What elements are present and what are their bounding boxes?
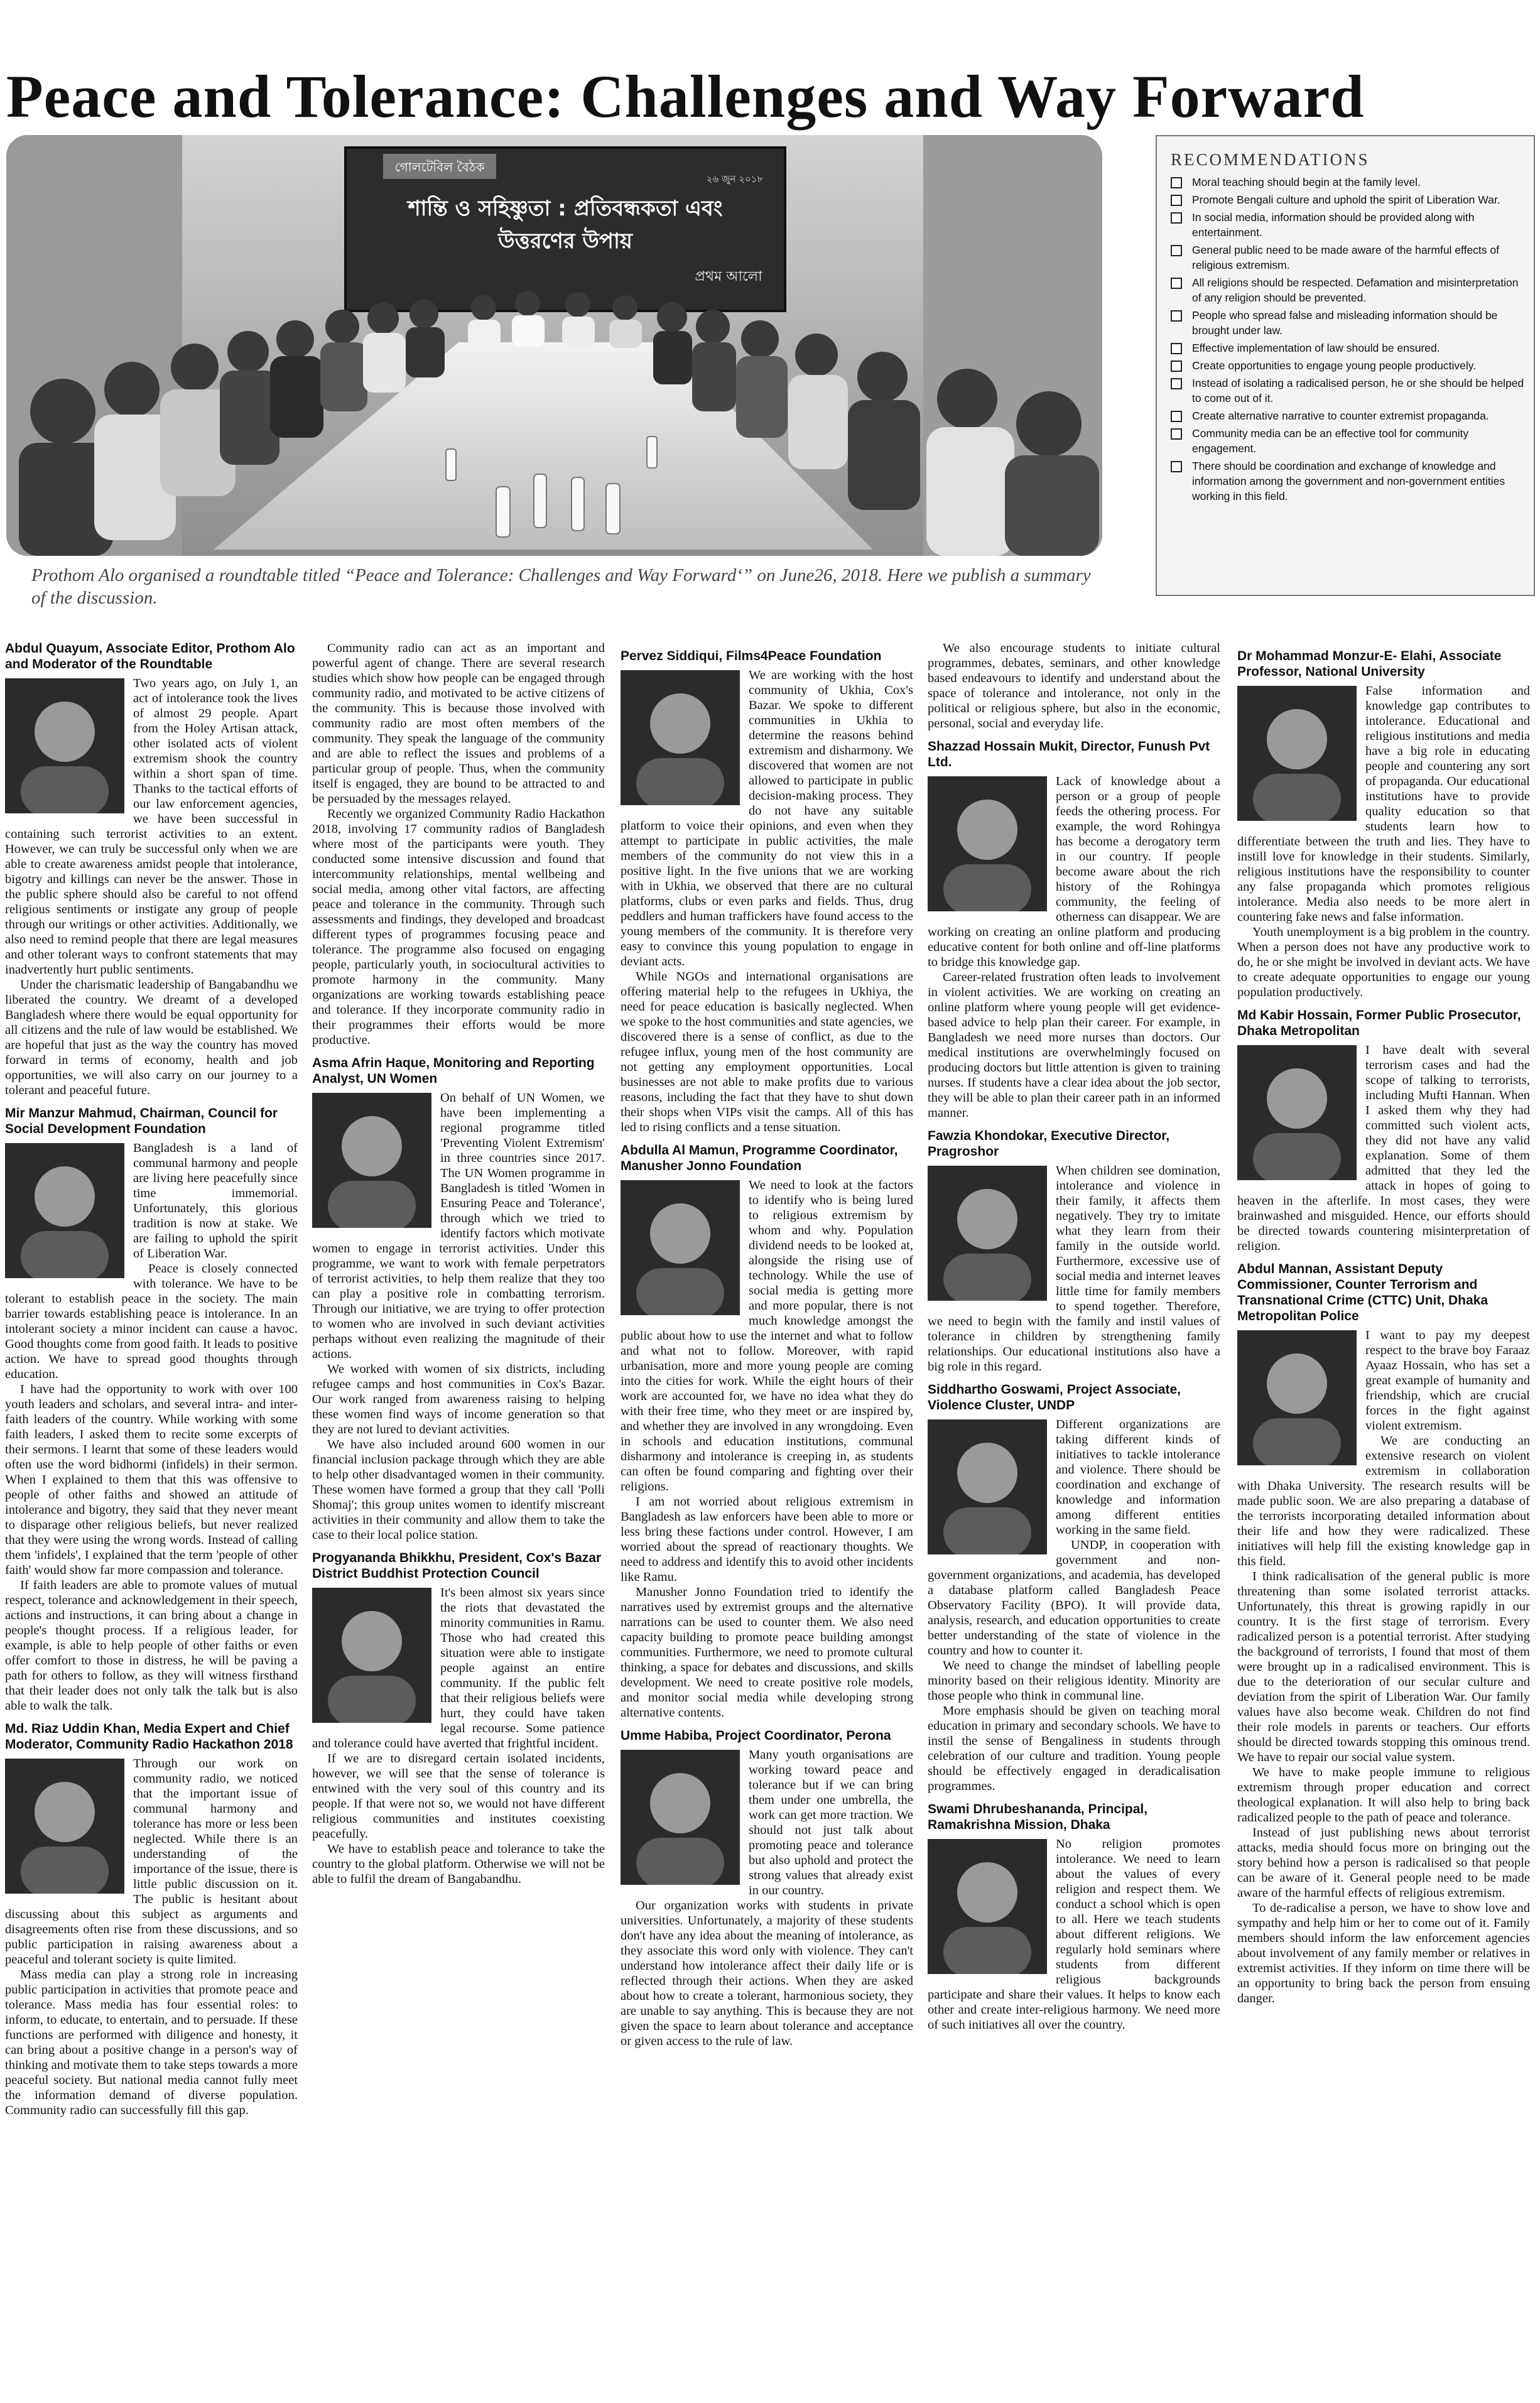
- banner-logo: প্রথম আলো: [695, 269, 762, 285]
- page-headline: Peace and Tolerance: Challenges and Way Forward: [6, 63, 1365, 131]
- speaker-portrait: [928, 776, 1047, 911]
- recommendation-item: Community media can be an effective tool for community engagement.: [1171, 426, 1526, 456]
- speaker-byline: Abdulla Al Mamun, Programme Coordinator, Manusher Jonno Foundation: [621, 1143, 898, 1173]
- speaker-paragraph: We have also included around 600 women in our financial inclusion package through which they are able to help other disadvantaged women in their community. These women have formed a group that they call 'Polli Shomaj'; this group unites women to identify miscreant activities in their community and allow them to take the case to their local police station.: [312, 1438, 605, 1542]
- speaker-paragraph: I have dealt with several terrorism cases and had the scope of talking to terrorists, including Mufti Hannan. When I asked them why they had committed such violent acts, they did not have any valid explanation. Some of them admitted that they led the attack in hopes of going to heaven in the afterlife. In most cases, they were brainwashed and misguided. Hence, our efforts should be directed towards countering misinterpretation of religion.: [1237, 1043, 1530, 1253]
- roundtable-scene: [6, 135, 1102, 556]
- checkbox-icon: [1171, 361, 1182, 372]
- speaker-paragraph: Our organization works with students in private universities. Unfortunately, a majority of these students don't have any idea about the meaning of intolerance, as they associate this word only with violence. They can't understand how intolerance affect their daily life or is reflected through their actions. When they are asked about how to create a tolerant, harmonious society, they are unable to say anything. This is because they are not given the space to learn about tolerance and acceptance or given access to the rule of law.: [621, 1899, 913, 2048]
- speaker-portrait: [5, 1143, 124, 1278]
- article-column-3: [621, 641, 913, 2387]
- recommendations-list: [1157, 175, 1534, 504]
- checkbox-icon: [1171, 378, 1182, 389]
- recommendation-item: In social media, information should be provided along with entertainment.: [1171, 210, 1526, 240]
- speaker-paragraph: While NGOs and international organisations are offering material help to the refugees in Ukhiya, the need for peace education is basically neglected. When we spoke to the host communities and state agencies, we discovered there is a sense of conflict, as due to the refugee influx, young men of the host community are not getting any employment opportunities. Local businesses are not able to make profits due to various reasons, including the fact that they have to shut down their shops when VIPs visit the camps. All of this has led to rising conflicts and a tense situation.: [621, 970, 913, 1134]
- checkbox-icon: [1171, 411, 1182, 422]
- recommendation-item: Create opportunities to engage young people productively.: [1171, 358, 1526, 373]
- speaker-paragraph: We need to change the mindset of labelling people minority based on their religious identity. Minority are those people who think in communal line.: [928, 1659, 1220, 1703]
- recommendation-item: Effective implementation of law should be ensured.: [1171, 340, 1526, 355]
- speaker-paragraph: False information and knowledge gap contributes to intolerance. Educational and religious institutions and media have a big role in educating people and countering any sort of propaganda. Our educational institutions have to provide quality education so that students learn how to differentiate between the truth and lies. They have to instill love for knowledge in their students. Similarly, religious institutions have the responsibility to counter any false propaganda which promotes religious intolerance. Media also needs to be more alert in countering fake news and false information.: [1237, 684, 1530, 924]
- speaker-byline: Swami Dhrubeshananda, Principal, Ramakrishna Mission, Dhaka: [928, 1802, 1148, 1832]
- speaker-portrait: [928, 1839, 1047, 1974]
- speaker-portrait: [1237, 1330, 1357, 1465]
- speaker-paragraph: Lack of knowledge about a person or a group of people feeds the othering process. For example, the word Rohingya has become a derogatory term in our country. If people become aware about the rich history of the Rohingya community, the feeling of otherness can disappear. We are working on creating an online platform and producing educative content for both online and off-line platforms to bridge this knowledge gap.: [928, 774, 1220, 969]
- checkbox-icon: [1171, 461, 1182, 472]
- checkbox-icon: [1171, 310, 1182, 322]
- speaker-paragraph: Youth unemployment is a big problem in the country. When a person does not have any productive work to do, he or she might be involved in deviant acts. We have to create adequate opportunities to engage our young population productively.: [1237, 925, 1530, 999]
- recommendation-item: Instead of isolating a radicalised person, he or she should be helped to come out of it.: [1171, 376, 1526, 406]
- speaker-paragraph: Instead of just publishing news about terrorist attacks, media should focus more on bringing out the story behind how a person is radicalised so that people can be aware of it. General people need to be made aware of the harmful effects of religious extremism.: [1237, 1826, 1530, 1900]
- speaker-paragraph: No religion promotes intolerance. We need to learn about the values of every religion and respect them. We conduct a school which is open to all. Here we teach students about different religions. We regularly hold seminars where students from different religious backgrounds participate and share their values. It helps to know each other and create inter-religious harmony. We need more of such initiatives all over the country.: [928, 1837, 1220, 2032]
- speaker-paragraph: We are working with the host community of Ukhia, Cox's Bazar. We spoke to different communities in Ukhia to determine the reasons behind extremism and disharmony. We discovered that women are not allowed to participate in public decision-making process. They do not have any suitable platform to voice their opinions, and even when they attempt to participate in public activities, the male members of the community do not view this in a positive light. In the five unions that we are working with in Ukhia, we observed that there are no cultural platforms, clubs or even parks and fields. Thus, drug peddlers and human traffickers have found access to the young members of the community. It is therefore very easy to convince this young population to engage in deviant acts.: [621, 668, 913, 968]
- recommendation-item: General public need to be made aware of the harmful effects of religious extremism.: [1171, 242, 1526, 273]
- speaker-paragraph: To de-radicalise a person, we have to show love and sympathy and help him or her to come out of it. Family members should inform the law enforcement agencies about involvement of any family member or relatives in extremist activities. If they inform on time there will be an opportunity to bring back the person from ensuing danger.: [1237, 1901, 1530, 2005]
- speaker-byline: Pervez Siddiqui, Films4Peace Foundation: [621, 649, 882, 663]
- speaker-paragraph: Two years ago, on July 1, an act of intolerance took the lives of almost 29 people. Apart from the Holey Artisan attack, other isolated acts of violent extremism shook the country within a short span of time. Thanks to the tactical efforts of our law enforcement agencies, we have been successful in containing such terrorist activities to an extent. However, we can truly be successful only when we are able to create awareness amidst people that intolerance, bigotry and killings can never be the answer. Those in the public sphere should also be careful to not offend religious sentiments or instigate any group of people through our writings or other activities. Additionally, we also need to remind people that there are legal measures and other tolerant ways to confront statements that may inadvertently hurt public sentiments.: [5, 676, 298, 977]
- banner-date: ২৬ জুন ২০১৮: [706, 173, 764, 185]
- speaker-paragraph: Many youth organisations are working toward peace and tolerance but if we can bring them under one umbrella, the work can get more traction. We should not just talk about promoting peace and tolerance but also uphold and protect the strong values that already exist in our country.: [749, 1748, 913, 1897]
- speaker-paragraph: On behalf of UN Women, we have been implementing a regional programme titled 'Preventing Violent Extremism' in three countries since 2017. The UN Women programme in Bangladesh is titled 'Women in Ensuring Peace and Tolerance', through which we tried to identify factors which motivate women to engage in terrorist activities. Under this programme, we want to work with female perpetrators of terrorist activities, to help them realize that they too can play a positive role in combatting terrorism. Through our initiative, we are trying to offer protection to women who are involved in such deviant activities perhaps without even realizing the magnitude of their actions.: [312, 1091, 605, 1361]
- speaker-byline: Abdul Mannan, Assistant Deputy Commissioner, Counter Terrorism and Transnational Crime (CTTC) Unit, Dhaka Metropolitan Police: [1237, 1262, 1488, 1323]
- checkbox-icon: [1171, 278, 1182, 289]
- roundtable-photo: [6, 135, 1102, 556]
- banner-title-line1: শান্তি ও সহিষ্ণুতা : প্রতিবন্ধকতা এবং: [408, 196, 723, 221]
- speaker-portrait: [1237, 1045, 1357, 1180]
- speaker-paragraph: Mass media can play a strong role in increasing public participation in activities that promote peace and tolerance. Mass media has four essential roles: to inform, to educate, to entertain, and to persuade. If these functions are performed with diligence and honesty, it can bring about a positive change in a person's way of thinking and motivate them to take steps towards a more peaceful society. But national media cannot fully meet the information demand of diverse population. Community radio can successfully fill this gap.: [5, 1968, 298, 2117]
- recommendations-title: RECOMMENDATIONS: [1171, 150, 1370, 169]
- speaker-paragraph: If we are to disregard certain isolated incidents, however, we will see that the sense of tolerance is entwined with the very soul of this country and its people. If that were not so, we would not have different religious communities and institutes coexisting peacefully.: [312, 1752, 605, 1841]
- speaker-paragraph: We need to look at the factors to identify who is being lured to religious extremism by whom and why. Population dividend needs to be looked at, alongside the rising use of technology. While the use of social media is getting more and more popular, there is not much knowledge amongst the public about how to use the internet and what to follow and what not to follow. Moreover, with rapid urbanisation, more and more young people are coming into the cities for work. While the eight hours of their work are accounted for, we have no idea what they do with their free time, who they meet or are inspired by, and whether they are involved in any wrongdoing. Even in schools and education institutions, communal disharmony and intolerance is creeping in, as students can often be found comparing and fighting over their religions.: [621, 1178, 913, 1494]
- speaker-paragraph: Peace is closely connected with tolerance. We have to be tolerant to establish peace in the society. The main barrier towards establishing peace is intolerance. In an intolerant society a minor incident can cause a havoc. Good thoughts come from good faith. It leads to positive action. We have to spread good thoughts through education.: [5, 1262, 298, 1381]
- speaker-paragraph: Community radio can act as an important and powerful agent of change. There are several research studies which show how people can be engaged through community radio, and motivated to be active citizens of the community. This is because those involved with community radio are most often members of the community. They speak the language of the community and are able to reflect the issues and problems of a particular group of people. Thus, when the community itself is engaged, they are bound to be attracted to and be persuaded by the messages relayed.: [312, 641, 605, 806]
- speaker-paragraph: I have had the opportunity to work with over 100 youth leaders and scholars, and several intra- and inter-faith leaders of the country. While working with some faith leaders, I asked them to recite some excerpts of their sermons. I learnt that some of these leaders would often use the word bidhormi (infidels) in their sermon. When I explained to them that this was offensive to people of other faiths and showed an attitude of intolerance and bigotry, they said that they never meant to disparage other religious beliefs, but never realized that they were using the wrong words. Instead of calling them 'infidels', I explained that the term 'people of other faith' would show far more compassion and tolerance.: [5, 1382, 298, 1577]
- speaker-portrait: [621, 1180, 740, 1315]
- speaker-paragraph: We have to establish peace and tolerance to take the country to the global platform. Otherwise we will not be able to fulfil the dream of Bangabandhu.: [312, 1842, 605, 1886]
- speaker-paragraph: We have to make people immune to religious extremism through proper education and correct theological explanation. It will also help to bring back radicalized people to the path of peace and tolerance.: [1237, 1766, 1530, 1825]
- speaker-paragraph: It's been almost six years since the riots that devastated the minority communities in Ramu. Those who had created this situation were able to instigate people against an entire community. If the public felt that their religious beliefs were hurt, they could have taken legal recourse. Some patience and tolerance could have averted that frightful incident.: [312, 1586, 605, 1750]
- checkbox-icon: [1171, 177, 1182, 188]
- speaker-portrait: [1237, 686, 1357, 821]
- speaker-paragraph: I am not worried about religious extremism in Bangladesh as law enforcers have been able to more or less bring these factions under control. However, I am worried about the spread of reactionary thoughts. We need to address and identify this to avoid other incidents like Ramu.: [621, 1495, 913, 1584]
- speaker-byline: Dr Mohammad Monzur-E- Elahi, Associate Professor, National University: [1237, 649, 1502, 679]
- speaker-portrait: [621, 670, 740, 805]
- checkbox-icon: [1171, 212, 1182, 224]
- speaker-byline: Siddhartho Goswami, Project Associate, Violence Cluster, UNDP: [928, 1382, 1181, 1413]
- speaker-paragraph: Different organizations are taking different kinds of initiatives to tackle intolerance and violence. There should be coordination and exchange of knowledge and information among different entities working in the same field.: [1056, 1418, 1220, 1537]
- speaker-byline: Mir Manzur Mahmud, Chairman, Council for Social Development Foundation: [5, 1106, 278, 1136]
- speaker-paragraph: Bangladesh is a land of communal harmony and people are living here peacefully since time immemorial. Unfortunately, this glorious tradition is now at stake. We are failing to uphold the spirit of Liberation War.: [133, 1141, 298, 1261]
- recommendation-item: All religions should be respected. Defamation and misinterpretation of any religion should be prevented.: [1171, 275, 1526, 305]
- speaker-paragraph: Career-related frustration often leads to involvement in violent activities. We are working on creating an online platform where young people will get evidence-based advice to help plan their career. For example, in Bangladesh we need more nurses than doctors. Our medical institutions are overwhelmingly focused on producing doctors but little attention is given to training nurses. If students have a clear idea about the job sector, they will be able to plan their career path in an informed manner.: [928, 970, 1220, 1120]
- recommendation-item: People who spread false and misleading information should be brought under law.: [1171, 308, 1526, 338]
- speaker-portrait: [312, 1588, 431, 1723]
- speaker-portrait: [5, 1759, 124, 1894]
- speaker-paragraph: When children see domination, intolerance and violence in their family, it affects them negatively. They try to imitate what they learn from their family in the outside world. Furthermore, excessive use of social media and internet leaves little time for family members to spend together. Therefore, we need to begin with the family and instil values of tolerance in children by strengthening family relationships. Our educational institutions also have a big role in this regard.: [928, 1164, 1220, 1374]
- speaker-paragraph: Manusher Jonno Foundation tried to identify the narratives used by extremist groups and the alternative narrations can be used to counter them. We also need capacity building to promote peace building amongst communities. Furthermore, we need to promote cultural thinking, a space for debates and discussions, and skills development. We need to create positive role models, and monitor social media while developing strong alternative contents.: [621, 1585, 913, 1720]
- speaker-paragraph: I want to pay my deepest respect to the brave boy Faraaz Ayaaz Hossain, who has set a great example of humanity and friendship, which are crucial forces in the fight against violent extremism.: [1365, 1328, 1530, 1433]
- speaker-byline: Progyananda Bhikkhu, President, Cox's Bazar District Buddhist Protection Council: [312, 1551, 602, 1581]
- recommendation-item: Promote Bengali culture and uphold the spirit of Liberation War.: [1171, 192, 1526, 207]
- recommendation-item: There should be coordination and exchange of knowledge and information among the government and non-government entities working in this field.: [1171, 458, 1526, 504]
- photo-caption: Prothom Alo organised a roundtable titled “Peace and Tolerance: Challenges and Way Forward‘” on June26, 2018. Here we publish a summary of the discussion.: [31, 565, 1091, 608]
- speaker-portrait: [928, 1419, 1047, 1554]
- speaker-portrait: [928, 1166, 1047, 1301]
- speaker-paragraph: I think radicalisation of the general public is more threatening than some isolated terrorist attacks. Unfortunately, this threat is growing rapidly in our country. It is the first stage of terrorism. Every radicalized person is a potential terrorist. After studying the background of terrorists, I found that most of them were brought up in a radicalised environment. This is due to the deterioration of our secular culture and deviation from the spirit of Liberation War. Our family values have also become weak. Children do not find their role models in parents or teachers. Our efforts should be directed towards stopping this ominous trend. We have to repair our social value system.: [1237, 1570, 1530, 1764]
- speaker-byline: Abdul Quayum, Associate Editor, Prothom Alo and Moderator of the Roundtable: [5, 641, 295, 671]
- checkbox-icon: [1171, 195, 1182, 206]
- speaker-paragraph: Under the charismatic leadership of Bangabandhu we liberated the country. We dreamt of a developed Bangladesh where there would be equal opportunity for all citizens and the rule of law would be established. We are hopeful that just as the way the country has moved forward in terms of economy, health and job opportunities, we will also carry on our journey to a tolerant and peaceful future.: [5, 978, 298, 1097]
- article-column-2: [312, 641, 605, 2387]
- checkbox-icon: [1171, 245, 1182, 256]
- speaker-byline: Asma Afrin Haque, Monitoring and Reporting Analyst, UN Women: [312, 1056, 595, 1086]
- speaker-byline: Fawzia Khondokar, Executive Director, Pragroshor: [928, 1129, 1170, 1159]
- recommendation-item: Create alternative narrative to counter extremist propaganda.: [1171, 408, 1526, 423]
- article-column-5: [1237, 641, 1530, 2387]
- article-column-4: [928, 641, 1220, 2387]
- checkbox-icon: [1171, 343, 1182, 354]
- speaker-paragraph: We also encourage students to initiate cultural programmes, debates, seminars, and other knowledge based endeavours to identify and understand about the space of tolerance and intolerance, not only in the political or religious sphere, but also in the economic, personal, social and everyday life.: [928, 641, 1220, 730]
- recommendations-box: [1156, 135, 1535, 596]
- speaker-portrait: [621, 1750, 740, 1885]
- recommendation-item: Moral teaching should begin at the family level.: [1171, 175, 1526, 190]
- speaker-paragraph: We worked with women of six districts, including refugee camps and host communities in Cox's Bazar. Our work ranged from awareness raising to helping these women find ways of income generation so that they are not lured to deviant activities.: [312, 1362, 605, 1436]
- speaker-paragraph: We are conducting an extensive research on violent extremism in collaboration with Dhaka University. The research results will be made public soon. We are also preparing a database of the terrorists incorporating detailed information about their life and how they were radicalized. These initiatives will help fill the existing knowledge gap in this field.: [1237, 1434, 1530, 1568]
- checkbox-icon: [1171, 428, 1182, 440]
- speaker-portrait: [312, 1093, 431, 1228]
- speaker-paragraph: More emphasis should be given on teaching moral education in primary and secondary schools. We have to instil the sense of Bengaliness in students through celebration of our culture and tradition. Young people should be effectively engaged in deradicalisation programmes.: [928, 1704, 1220, 1793]
- speaker-byline: Md Kabir Hossain, Former Public Prosecutor, Dhaka Metropolitan: [1237, 1008, 1521, 1038]
- speaker-portrait: [5, 678, 124, 813]
- article-column-1: [5, 641, 298, 2387]
- banner-top-label: গোলটেবিল বৈঠক: [394, 160, 485, 175]
- speaker-byline: Shazzad Hossain Mukit, Director, Funush Pvt Ltd.: [928, 739, 1210, 769]
- banner-title-line2: উত্তরণের উপায়: [498, 229, 632, 254]
- speaker-paragraph: If faith leaders are able to promote values of mutual respect, tolerance and acknowledgement in their speech, actions and instructions, it can bring about a change in people's thought process. If a religious leader, for example, is able to help people of other faiths or even offer comfort to those in distress, he will be paving a path for others to follow, as they will witness firsthand that their leader does not only talk the talk but is also able to walk the talk.: [5, 1578, 298, 1713]
- speaker-paragraph: Through our work on community radio, we noticed that the important issue of communal harmony and tolerance has more or less been neglected. While there is an understanding of the importance of the issue, there is little public discussion on it. The public is hesitant about discussing about this subject as arguments and disagreements often rise from these discussions, and so public participation in raising awareness about a peaceful and tolerant society is quite limited.: [5, 1757, 298, 1966]
- speaker-paragraph: Recently we organized Community Radio Hackathon 2018, involving 17 community radios of Bangladesh where most of the participants were youth. They conducted some intensive discussion and found that intercommunity relationships, mental wellbeing and social media, among other vital factors, are affecting peace and tolerance in the community. Through such assessments and findings, they developed and broadcast different types of programmes focusing peace and tolerance. The programme also focused on engaging people, particularly youth, in sociocultural activities to promote harmony in the community. Many organizations are working towards establishing peace and tolerance. If they incorporate community radio in their programmes their efforts would be more productive.: [312, 807, 605, 1047]
- speaker-byline: Umme Habiba, Project Coordinator, Perona: [621, 1728, 891, 1743]
- speaker-paragraph: UNDP, in cooperation with government and non-government organizations, and academia, has developed a database platform called Bangladesh Peace Observatory Facility (BPO). It will provide data, analysis, research, and education opportunities to create better understanding of the state of violence in the country and how to counter it.: [928, 1538, 1220, 1657]
- speaker-byline: Md. Riaz Uddin Khan, Media Expert and Chief Moderator, Community Radio Hackathon 2018: [5, 1722, 293, 1752]
